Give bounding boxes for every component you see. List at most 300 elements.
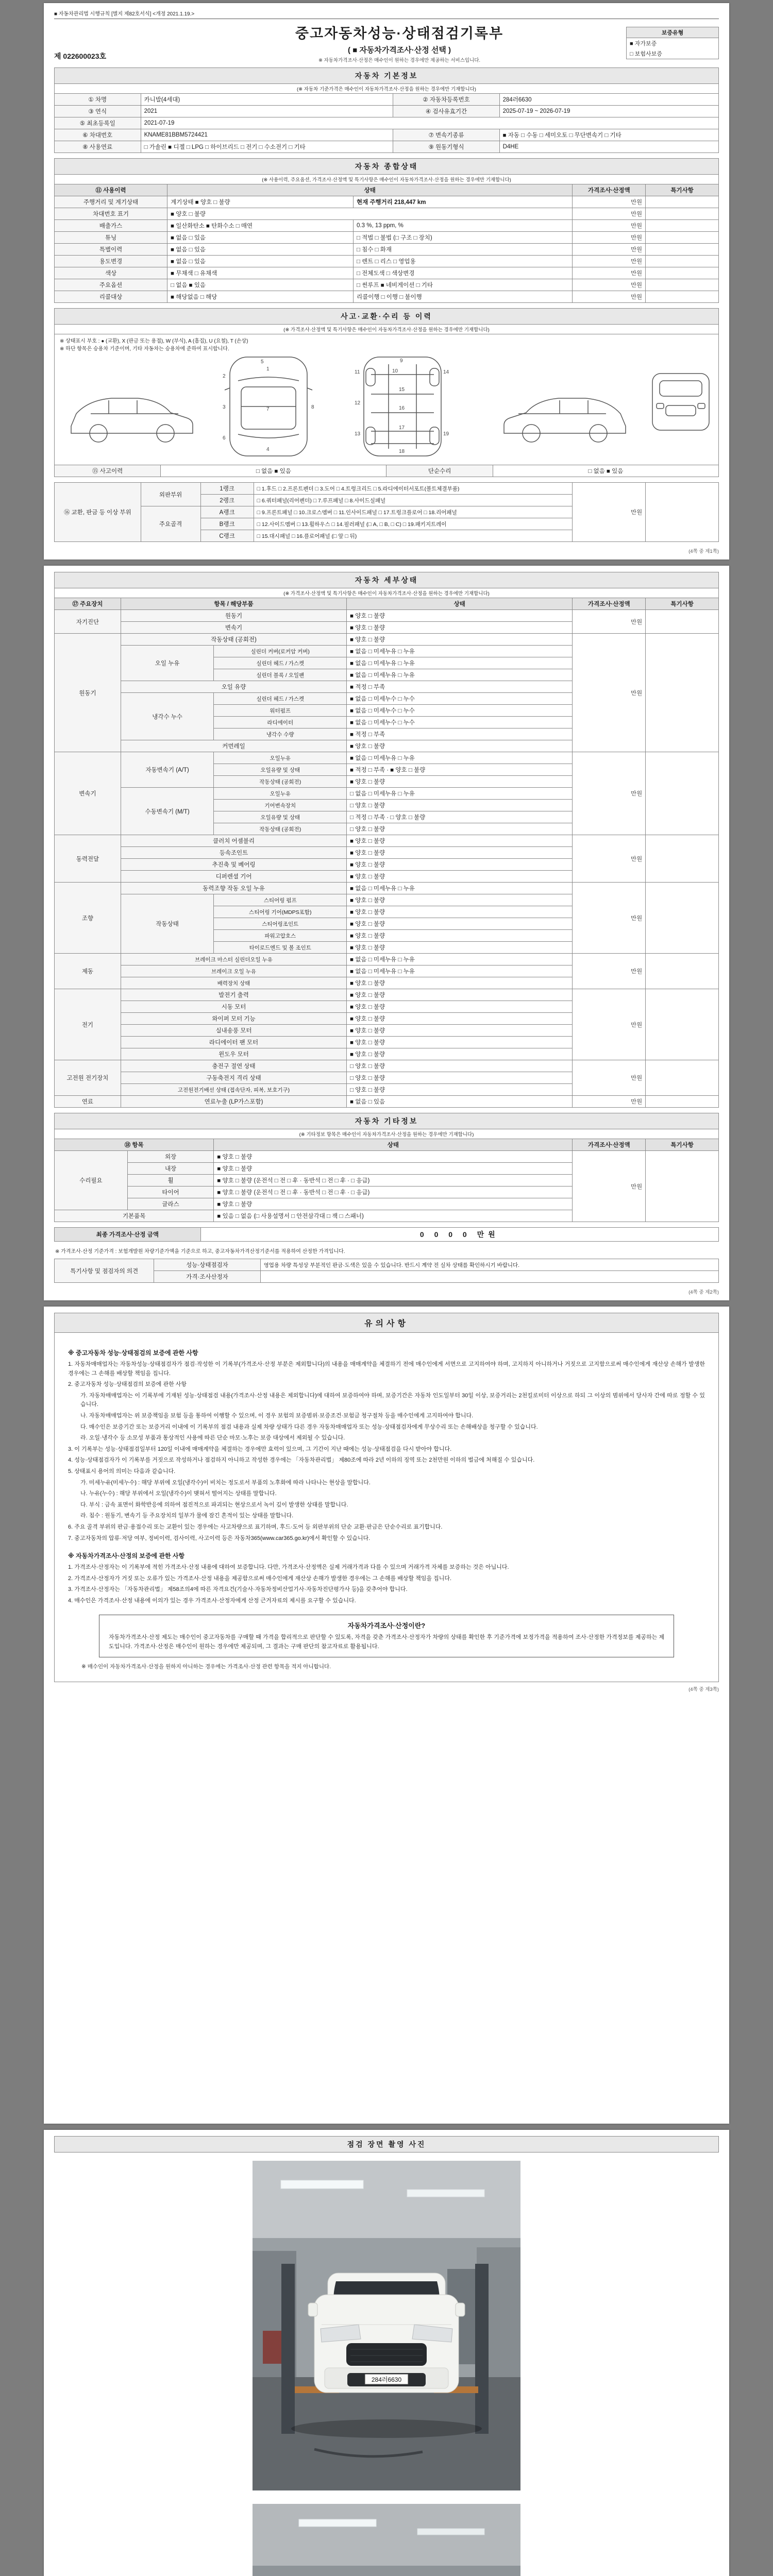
field-label: 브레이크 오일 누유 bbox=[121, 965, 346, 977]
form-table bbox=[54, 184, 719, 303]
field-value: □ 적법 □ 불법 (□ 구조 □ 장치) bbox=[354, 232, 573, 244]
field-label: 용도변경 bbox=[55, 256, 167, 267]
document-header bbox=[54, 22, 719, 63]
field-value: 카니발(4세대) bbox=[141, 94, 393, 106]
field-value: ■ 양호 □ 불량 bbox=[347, 859, 573, 871]
field-label: 주행거리 및 계기상태 bbox=[55, 196, 167, 208]
field-value: □ 가솔린 ■ 디젤 □ LPG □ 하이브리드 □ 전기 □ 수소전기 □ 기타 bbox=[141, 141, 393, 153]
inspector-opinion-table bbox=[54, 1259, 719, 1283]
field-value: 만원 bbox=[573, 196, 646, 208]
field-value bbox=[646, 256, 719, 267]
table-row bbox=[55, 94, 719, 106]
field-value: ■ 양호 □ 불량 bbox=[347, 1025, 573, 1037]
field-label: 타이어 bbox=[127, 1187, 214, 1198]
field-label: 시동 모터 bbox=[121, 1001, 346, 1013]
field-label: 변속기 bbox=[121, 622, 346, 634]
notice-item: 라. 오일·냉각수 등 소모성 부품과 통상적인 사용에 따른 단순 마모·노후는 보증 대상에서 제외될 수 있습니다. bbox=[80, 1435, 345, 1442]
field-label: 차대번호 표기 bbox=[55, 208, 167, 220]
field-label: ⑱ 항목 bbox=[55, 1139, 214, 1151]
field-label: 실린더 커버(로커암 커버) bbox=[214, 646, 347, 657]
field-value: 2025-07-19 ~ 2026-07-19 bbox=[499, 106, 718, 117]
section-title-accident: 사고·교환·수리 등 이력 bbox=[54, 308, 719, 324]
license-plate-number: 284러6630 bbox=[371, 2376, 402, 2383]
field-label: 조향 bbox=[55, 883, 121, 954]
field-value: ■ 양호 □ 불량 bbox=[347, 610, 573, 622]
field-label: 파워고압호스 bbox=[214, 930, 347, 942]
notice-title: 유의사항 bbox=[55, 1313, 718, 1333]
field-label: 전기 bbox=[55, 989, 121, 1060]
field-value: ■ 양호 □ 불량 (운전석 □ 전 □ 후 · 동반석 □ 전 □ 후 · □ 응급) bbox=[214, 1175, 573, 1187]
field-value: ■ 양호 □ 불량 bbox=[347, 930, 573, 942]
field-label: 작동상태 (공회전) bbox=[214, 823, 347, 835]
field-label: 타이로드엔드 및 볼 조인트 bbox=[214, 942, 347, 954]
side-mirror-left bbox=[308, 2303, 317, 2316]
field-label: 상태 bbox=[167, 184, 573, 196]
field-label: 라디에이터 팬 모터 bbox=[121, 1037, 346, 1048]
document-title: 중고자동차성능·상태점검기록부 bbox=[295, 26, 504, 41]
svg-text:5: 5 bbox=[261, 359, 264, 365]
notice-item: 1. 가격조사·산정자는 이 기록부에 적힌 가격조사·산정 내용에 대하여 보증합니다. 다만, 가격조사·산정액은 실제 거래가격과 다를 수 있으며 거래가격 자체를 보증하는 것은 아닙니다. bbox=[68, 1564, 509, 1571]
field-value: 만원 bbox=[573, 752, 646, 835]
field-label: ③ 연식 bbox=[55, 106, 141, 117]
field-value: ■ 무채색 □ 유채색 bbox=[167, 267, 354, 279]
basic-info-table bbox=[54, 93, 719, 153]
field-label: 자동변속기 (A/T) bbox=[121, 752, 213, 788]
notice-subheading-1: ※ 중고자동차 성능·상태점검의 보증에 관한 사항 bbox=[68, 1349, 198, 1357]
field-label: ① 차명 bbox=[55, 94, 141, 106]
field-value: □ 전체도색 □ 색상변경 bbox=[354, 267, 573, 279]
notice-item: 5. 상태표시 용어의 의미는 다음과 같습니다. bbox=[68, 1468, 176, 1475]
field-label: 냉각수 수량 bbox=[214, 728, 347, 740]
field-value: 만원 bbox=[573, 291, 646, 303]
field-label: ⑮ 사고이력 bbox=[55, 465, 161, 477]
car-shadow bbox=[291, 2419, 482, 2438]
field-value: ■ 양호 □ 불량 bbox=[347, 894, 573, 906]
field-label: 외장 bbox=[127, 1151, 214, 1163]
field-value: 0.3 %, 13 ppm, % bbox=[354, 220, 573, 232]
field-value: 만원 bbox=[573, 954, 646, 989]
field-value: 만원 bbox=[573, 279, 646, 291]
field-label: 최종 가격조사·산정 금액 bbox=[55, 1228, 201, 1242]
field-value bbox=[646, 279, 719, 291]
notice-box bbox=[54, 1313, 719, 1682]
field-label: 특별이력 bbox=[55, 244, 167, 256]
field-value: ■ 양호 □ 불량 bbox=[347, 918, 573, 930]
warranty-type-title: 보증유형 bbox=[627, 27, 718, 38]
notice-item: 3. 가격조사·산정자는 「자동차관리법」 제58조의4에 따른 자격요건(기술사·자동차정비산업기사·자동차진단평가사 등)을 갖추어야 합니다. bbox=[68, 1586, 408, 1593]
field-value: 영업용 차량 특성상 부분적인 판금·도색은 있을 수 있습니다. 반드시 계약 전 실차 상태를 확인하시기 바랍니다. bbox=[260, 1259, 718, 1271]
table-row bbox=[55, 1060, 719, 1072]
svg-text:9: 9 bbox=[400, 358, 403, 364]
table-row bbox=[55, 598, 719, 610]
field-value: □ 렌트 □ 리스 □ 영업용 bbox=[354, 256, 573, 267]
form-table bbox=[54, 1139, 719, 1222]
field-value: ■ 없음 □ 있음 bbox=[167, 232, 354, 244]
field-label: 배출가스 bbox=[55, 220, 167, 232]
price-basis-note: ※ 가격조사·산정 기준가격 : 보험개발원 차량기준가액을 기준으로 하고, 중고자동차가격산정기준서를 적용하여 산정한 가격입니다. bbox=[55, 1249, 345, 1255]
workshop-wall bbox=[253, 2566, 520, 2576]
field-label: C랭크 bbox=[200, 530, 254, 542]
field-label: 항목 / 해당부품 bbox=[121, 598, 346, 610]
field-label: 스티어링 펌프 bbox=[214, 894, 347, 906]
document-subtitle-note: ※ 자동차가격조사·산정은 매수인이 원하는 경우에만 제공하는 서비스입니다. bbox=[318, 58, 481, 63]
accident-history-table bbox=[54, 465, 719, 477]
field-label: 특기사항 bbox=[646, 1139, 719, 1151]
field-value: ■ 없음 □ 미세누수 □ 누수 bbox=[347, 705, 573, 717]
field-value: □ 없음 ■ 있음 bbox=[161, 465, 386, 477]
damage-legend-line2: ※ 하단 항목은 승용차 기준이며, 기타 자동차는 승용차에 준하여 표시합니다. bbox=[60, 346, 229, 352]
field-label: 가격조사·산정액 bbox=[573, 598, 646, 610]
svg-text:16: 16 bbox=[399, 405, 405, 411]
svg-text:14: 14 bbox=[443, 369, 449, 375]
table-row bbox=[55, 465, 719, 477]
field-label: 튜닝 bbox=[55, 232, 167, 244]
field-label: 동력조향 작동 오일 누유 bbox=[121, 883, 346, 894]
section-title-basic: 자동차 기본정보 bbox=[54, 67, 719, 83]
notice-item: 나. 누유(누수) : 해당 부위에서 오일(냉각수)이 맺혀서 떨어지는 상태를 말합니다. bbox=[80, 1490, 277, 1497]
notice-list-2 bbox=[68, 1563, 705, 1605]
field-value: ■ 없음 □ 있음 bbox=[347, 1096, 573, 1108]
field-label: 제동 bbox=[55, 954, 121, 989]
field-value: □ 양호 □ 불량 bbox=[347, 1060, 573, 1072]
field-value: ■ 자동 □ 수동 □ 세미오토 □ 무단변속기 □ 기타 bbox=[499, 129, 718, 141]
ceiling-light bbox=[407, 2190, 484, 2197]
field-label: 주요골격 bbox=[141, 506, 200, 542]
field-value bbox=[646, 291, 719, 303]
field-label: 작동상태 bbox=[121, 894, 213, 954]
notice-item: 4. 성능·상태점검자가 이 기록부를 거짓으로 작성하거나 점검하지 아니하고 작성한 경우에는 「자동차관리법」 제80조에 따라 2년 이하의 징역 또는 2천만원 이하의 벌금에 처해질 수 있습니다. bbox=[68, 1457, 535, 1464]
field-value: ■ 양호 □ 불량 bbox=[347, 776, 573, 788]
field-value: ■ 양호 □ 불량 bbox=[347, 989, 573, 1001]
field-value bbox=[646, 208, 719, 220]
field-value: 만원 bbox=[573, 256, 646, 267]
field-value: □ 적정 □ 부족 · □ 양호 □ 불량 bbox=[347, 811, 573, 823]
field-label: 스티어링 기어(MDPS포함) bbox=[214, 906, 347, 918]
field-value: ■ 없음 □ 미세누수 □ 누수 bbox=[347, 717, 573, 728]
price-survey-explain-box bbox=[99, 1615, 674, 1657]
field-label: 상태 bbox=[214, 1139, 573, 1151]
notice-item: 1. 자동차매매업자는 자동차성능·상태점검자가 점검·작성한 이 기록부(가격조사·산정 부분은 제외합니다)의 내용을 매매계약을 체결하기 전에 매수인에게 서면으로 고지하여야 하며, 고지하지 아니하거나 거짓으로 고지함으로써 매수인에게 재산상 손해가 발생한 경우에는 그 손해를 배상할 책임을 집니다. bbox=[68, 1361, 705, 1377]
field-value: ■ 양호 □ 불량 bbox=[347, 740, 573, 752]
field-label: 내장 bbox=[127, 1163, 214, 1175]
svg-text:13: 13 bbox=[355, 431, 361, 437]
field-label: 자기진단 bbox=[55, 610, 121, 634]
car-side-view-left bbox=[71, 398, 193, 442]
title-block bbox=[173, 22, 626, 63]
svg-text:17: 17 bbox=[399, 425, 405, 431]
field-value: 만원 bbox=[573, 883, 646, 954]
field-label: 가격조사·산정액 bbox=[573, 1139, 646, 1151]
price-survey-explain-title: 자동차가격조사·산정이란? bbox=[347, 1622, 426, 1630]
field-value: KNAME81BBM5724421 bbox=[141, 129, 393, 141]
section-note-basic: (※ 자동차 기준가격은 매수인이 자동차가격조사·산정을 원하는 경우에만 기재합니다) bbox=[54, 83, 719, 93]
inspection-photo-underside bbox=[253, 2504, 520, 2576]
field-value: 만원 bbox=[573, 220, 646, 232]
field-label: 윈도우 모터 bbox=[121, 1048, 346, 1060]
field-value: ■ 없음 □ 있음 bbox=[167, 244, 354, 256]
field-label: 특기사항 및 점검자의 의견 bbox=[55, 1259, 154, 1283]
form-table bbox=[54, 465, 719, 477]
svg-text:2: 2 bbox=[223, 374, 226, 379]
notice-item: 다. 매수인은 보증기간 또는 보증거리 이내에 이 기록부의 점검 내용과 실제 차량 상태가 다른 경우 자동차매매업자 또는 성능·상태점검자에게 무상수리 또는 손해배상을 청구할 수 있습니다. bbox=[80, 1423, 538, 1430]
field-value bbox=[646, 267, 719, 279]
section-note-etc: (※ 기타정보 항목은 매수인이 자동차가격조사·산정을 원하는 경우에만 기재합니다) bbox=[54, 1129, 719, 1139]
field-value: ■ 없음 □ 미세누유 □ 누유 bbox=[347, 965, 573, 977]
ceiling-light bbox=[281, 2180, 363, 2189]
table-row bbox=[55, 279, 719, 291]
svg-text:19: 19 bbox=[443, 431, 449, 437]
field-value: 만원 bbox=[573, 483, 646, 542]
table-row bbox=[55, 1096, 719, 1108]
field-value: □ 없음 ■ 있음 bbox=[493, 465, 718, 477]
field-value: ■ 양호 □ 불량 bbox=[214, 1163, 573, 1175]
notice-item: 4. 매수인은 가격조사·산정 내용에 이의가 있는 경우 가격조사·산정자에게 산정 근거자료의 제시를 요구할 수 있습니다. bbox=[68, 1597, 356, 1604]
form-table bbox=[54, 93, 719, 153]
field-value: ■ 없음 □ 미세누유 □ 누유 bbox=[347, 954, 573, 965]
notice-item: 3. 이 기록부는 성능·상태점검일부터 120일 이내에 매매계약을 체결하는 경우에만 효력이 있으며, 그 기간이 지난 때에는 성능·상태점검을 다시 받아야 합니다. bbox=[68, 1446, 452, 1452]
field-label: 냉각수 누수 bbox=[121, 693, 213, 740]
field-value: □ 없음 □ 미세누유 □ 누유 bbox=[347, 788, 573, 800]
table-row bbox=[55, 610, 719, 622]
field-label: 발전기 출력 bbox=[121, 989, 346, 1001]
table-row bbox=[55, 208, 719, 220]
field-value: D4HE bbox=[499, 141, 718, 153]
table-row bbox=[55, 1151, 719, 1163]
field-label: 오일누유 bbox=[214, 752, 347, 764]
section-title-overall: 자동차 종합상태 bbox=[54, 158, 719, 174]
field-value bbox=[646, 883, 719, 954]
field-value: 만원 bbox=[573, 244, 646, 256]
field-value: □ 1.후드 □ 2.프론트펜더 □ 3.도어 □ 4.트렁크리드 □ 5.라디에이터서포트(볼트체결부품) bbox=[254, 483, 573, 495]
field-value: ■ 양호 □ 불량 bbox=[347, 1037, 573, 1048]
price-survey-explain-text: 자동차가격조사·산정 제도는 매수인이 중고자동차를 구매할 때 가격을 합리적으로 판단할 수 있도록, 자격을 갖춘 가격조사·산정자가 차량의 상태를 확인한 후 기준가격에 보정가격을 적용하여 조사·산정한 가격정보를 제공하는 제도입니다. 가격조사·산정은 매수인이 원하는 경우에만 제공되며, 그 결과는 구매 판단의 참고자료로 활용됩니다. bbox=[109, 1634, 664, 1650]
section-note-detail: (※ 가격조사·산정액 및 특기사항은 매수인이 자동차가격조사·산정을 원하는 경우에만 기재합니다) bbox=[54, 588, 719, 598]
table-row bbox=[55, 129, 719, 141]
table-row bbox=[55, 1139, 719, 1151]
car-underbody-view bbox=[355, 357, 449, 456]
damage-legend-line1: ※ 상태표시 부호 : ● (교환), X (판금 또는 용접), W (부식), A (흠집), U (요철), T (손상) bbox=[60, 338, 248, 344]
field-label: 글라스 bbox=[127, 1198, 214, 1210]
field-label: A랭크 bbox=[200, 506, 254, 518]
ceiling-light bbox=[299, 2519, 376, 2527]
notice-content bbox=[55, 1338, 718, 1672]
workshop-ceiling bbox=[253, 2161, 520, 2238]
field-label: ④ 검사유효기간 bbox=[393, 106, 499, 117]
field-value bbox=[646, 835, 719, 883]
field-value: 계기상태 ■ 양호 □ 불량 bbox=[167, 196, 354, 208]
field-label: 리콜대상 bbox=[55, 291, 167, 303]
page-footer-2: (4쪽 중 제2쪽) bbox=[688, 1290, 719, 1295]
car-side-view-right bbox=[504, 398, 626, 442]
lift-post-right bbox=[475, 2264, 489, 2434]
field-label: 디퍼렌셜 기어 bbox=[121, 871, 346, 883]
field-label: 오일 누유 bbox=[121, 646, 213, 681]
field-value: 만원 bbox=[573, 232, 646, 244]
field-label: 실린더 블록 / 오일팬 bbox=[214, 669, 347, 681]
svg-text:8: 8 bbox=[311, 404, 314, 410]
inspection-photos bbox=[54, 2153, 719, 2576]
page-footer-1: (4쪽 중 제1쪽) bbox=[688, 549, 719, 554]
field-value: □ 없음 ■ 있음 bbox=[167, 279, 354, 291]
field-label: 2랭크 bbox=[200, 495, 254, 506]
field-value bbox=[646, 483, 719, 542]
field-value bbox=[646, 989, 719, 1060]
field-label: ⑯ 교환, 판금 등 이상 부위 bbox=[55, 483, 141, 542]
section-note-overall: (※ 사용이력, 주요옵션, 가격조사·산정액 및 특기사항은 매수인이 자동차가격조사·산정을 원하는 경우에만 기재합니다) bbox=[54, 174, 719, 184]
field-label: ⑥ 차대번호 bbox=[55, 129, 141, 141]
field-label: 색상 bbox=[55, 267, 167, 279]
field-value: ■ 양호 □ 불량 bbox=[347, 977, 573, 989]
field-label: 단순수리 bbox=[386, 465, 493, 477]
lift-post-left bbox=[281, 2264, 295, 2434]
form-table bbox=[54, 482, 719, 542]
field-value: ■ 양호 □ 불량 bbox=[347, 835, 573, 847]
svg-text:11: 11 bbox=[355, 369, 360, 375]
table-row bbox=[55, 989, 719, 1001]
ceiling-light bbox=[417, 2529, 484, 2535]
field-label: 특기사항 bbox=[646, 184, 719, 196]
svg-text:15: 15 bbox=[399, 387, 405, 393]
svg-text:4: 4 bbox=[266, 447, 270, 452]
field-label: 고전원 전기장치 bbox=[55, 1060, 121, 1096]
field-label: ⑧ 사용연료 bbox=[55, 141, 141, 153]
field-label: 1랭크 bbox=[200, 483, 254, 495]
table-row bbox=[55, 954, 719, 965]
table-row bbox=[55, 244, 719, 256]
overall-condition-table bbox=[54, 184, 719, 303]
field-label: ⑤ 최초등록일 bbox=[55, 117, 141, 129]
field-value: ■ 없음 □ 미세누유 □ 누유 bbox=[347, 657, 573, 669]
field-value: □ 양호 □ 불량 bbox=[347, 1072, 573, 1084]
svg-text:1: 1 bbox=[266, 366, 270, 372]
section-title-photos: 점검 장면 촬영 사진 bbox=[54, 2136, 719, 2153]
field-value: ■ 양호 □ 불량 bbox=[347, 1001, 573, 1013]
field-value: ■ 없음 □ 미세누유 □ 누유 bbox=[347, 669, 573, 681]
field-label: 원동기 bbox=[121, 610, 346, 622]
notice-list-1 bbox=[68, 1360, 705, 1543]
field-value: ■ 적정 □ 부족 bbox=[347, 681, 573, 693]
field-value: □ 6.쿼터패널(리어펜더) □ 7.루프패널 □ 8.사이드실패널 bbox=[254, 495, 573, 506]
damage-diagram-box bbox=[54, 334, 719, 465]
field-value: □ 양호 □ 불량 bbox=[347, 800, 573, 811]
table-row bbox=[55, 267, 719, 279]
table-row bbox=[55, 106, 719, 117]
field-label: 동력전달 bbox=[55, 835, 121, 883]
field-value: 만원 bbox=[573, 610, 646, 634]
table-row bbox=[55, 291, 719, 303]
field-value: □ 9.프론트패널 □ 10.크로스멤버 □ 11.인사이드패널 □ 17.트렁크플로어 □ 18.리어패널 bbox=[254, 506, 573, 518]
field-label: 고전원전기배선 상태 (접속단자, 피복, 보호기구) bbox=[121, 1084, 346, 1096]
page-footer-3: (4쪽 중 제3쪽) bbox=[688, 1686, 719, 1692]
detail-condition-table bbox=[54, 598, 719, 1108]
page-1 bbox=[44, 3, 729, 560]
field-value: ■ 양호 □ 불량 (운전석 □ 전 □ 후 · 동반석 □ 전 □ 후 · □ 응급) bbox=[214, 1187, 573, 1198]
field-value: 만원 bbox=[573, 835, 646, 883]
field-label: ⑪ 사용이력 bbox=[55, 184, 167, 196]
page-2 bbox=[44, 566, 729, 1300]
form-table bbox=[54, 598, 719, 1108]
table-row bbox=[55, 483, 719, 495]
notice-tail-note: ※ 매수인이 자동차가격조사·산정을 원하지 아니하는 경우에는 가격조사·산정 관련 항목을 적지 아니합니다. bbox=[81, 1663, 331, 1670]
panel-damage-table bbox=[54, 482, 719, 542]
grille bbox=[346, 2343, 427, 2366]
field-label: 실내송풍 모터 bbox=[121, 1025, 346, 1037]
field-value: ■ 양호 □ 불량 bbox=[214, 1151, 573, 1163]
field-label: ⑨ 원동기형식 bbox=[393, 141, 499, 153]
field-label: 연료누출 (LP가스포함) bbox=[121, 1096, 346, 1108]
field-value: ■ 양호 □ 불량 bbox=[214, 1198, 573, 1210]
field-label: 워터펌프 bbox=[214, 705, 347, 717]
notice-item: 나. 자동차매매업자는 위 보증책임을 보험 등을 통하여 이행할 수 있으며, 이 경우 보험의 보증범위·보증조건·보험금 청구절차 등을 매수인에게 고지하여야 합니다. bbox=[80, 1412, 474, 1419]
field-label: 와이퍼 모터 기능 bbox=[121, 1013, 346, 1025]
field-label: 배력장치 상태 bbox=[121, 977, 346, 989]
table-row bbox=[55, 752, 719, 764]
field-label: 커먼레일 bbox=[121, 740, 346, 752]
field-value: ■ 양호 □ 불량 bbox=[167, 208, 573, 220]
field-value bbox=[646, 232, 719, 244]
field-label: 충전구 절연 상태 bbox=[121, 1060, 346, 1072]
field-value bbox=[260, 1271, 718, 1283]
field-label: 기어변속장치 bbox=[214, 800, 347, 811]
field-value: ■ 양호 □ 불량 bbox=[347, 634, 573, 646]
table-row bbox=[55, 184, 719, 196]
inspection-photo-front bbox=[253, 2161, 520, 2490]
field-value: □ 12.사이드멤버 □ 13.휠하우스 □ 14.필러패널 (□ A, □ B, □ C) □ 19.패키지트레이 bbox=[254, 518, 573, 530]
notice-item: 6. 주요 골격 부위의 판금·용접수리 또는 교환이 있는 경우에는 사고차량으로 표기하며, 후드·도어 등 외판부위의 단순 교환·판금은 단순수리로 표기합니다. bbox=[68, 1523, 443, 1530]
field-value: ■ 없음 □ 미세누유 □ 누유 bbox=[347, 752, 573, 764]
field-label: 오일유량 및 상태 bbox=[214, 764, 347, 776]
field-value: ■ 없음 □ 미세누유 □ 누유 bbox=[347, 883, 573, 894]
field-value: 만원 bbox=[573, 989, 646, 1060]
table-row bbox=[55, 232, 719, 244]
table-row bbox=[55, 1259, 719, 1271]
table-row bbox=[55, 117, 719, 129]
field-label: 원동기 bbox=[55, 634, 121, 752]
field-label: 기본품목 bbox=[55, 1210, 214, 1222]
field-value bbox=[646, 752, 719, 835]
svg-text:6: 6 bbox=[223, 435, 226, 441]
table-row bbox=[55, 141, 719, 153]
field-value: 만원 bbox=[573, 1151, 646, 1222]
field-value: ■ 양호 □ 불량 bbox=[347, 942, 573, 954]
svg-text:3: 3 bbox=[223, 404, 226, 410]
page-4 bbox=[44, 2130, 729, 2576]
field-label: 휠 bbox=[127, 1175, 214, 1187]
table-row bbox=[55, 196, 719, 208]
field-label: 주요옵션 bbox=[55, 279, 167, 291]
field-label: 상태 bbox=[347, 598, 573, 610]
field-value: □ 양호 □ 불량 bbox=[347, 1084, 573, 1096]
field-value: 만원 bbox=[573, 634, 646, 752]
etc-info-table bbox=[54, 1139, 719, 1222]
field-label: B랭크 bbox=[200, 518, 254, 530]
field-value bbox=[646, 220, 719, 232]
form-table bbox=[54, 1227, 719, 1242]
field-value: ■ 양호 □ 불량 bbox=[347, 871, 573, 883]
document-subtitle: ( ■ 자동차가격조사·산정 선택 ) bbox=[347, 46, 451, 55]
table-row bbox=[55, 1228, 719, 1242]
document-number: 제 022600023호 bbox=[54, 52, 107, 60]
field-value bbox=[646, 244, 719, 256]
field-label: 오일 유량 bbox=[121, 681, 346, 693]
field-value: 0 0 0 0 만원 bbox=[200, 1228, 718, 1242]
table-row bbox=[55, 835, 719, 847]
notice-item: 가. 자동차매매업자는 이 기록부에 기재된 성능·상태점검 내용(가격조사·산정 내용은 제외합니다)에 대하여 보증하여야 하며, 보증기간은 자동차 인도일부터 30일 이상, 보증거리는 2천킬로미터 이상으로 하되 그 이상의 범위에서 당사자 간에 따로 정할 수 있습니다. bbox=[80, 1392, 705, 1408]
field-label: 작동상태 (공회전) bbox=[214, 776, 347, 788]
field-value: □ 양호 □ 불량 bbox=[347, 823, 573, 835]
field-value: 리콜이행 □ 이행 □ 불이행 bbox=[354, 291, 573, 303]
field-label: 변속기 bbox=[55, 752, 121, 835]
